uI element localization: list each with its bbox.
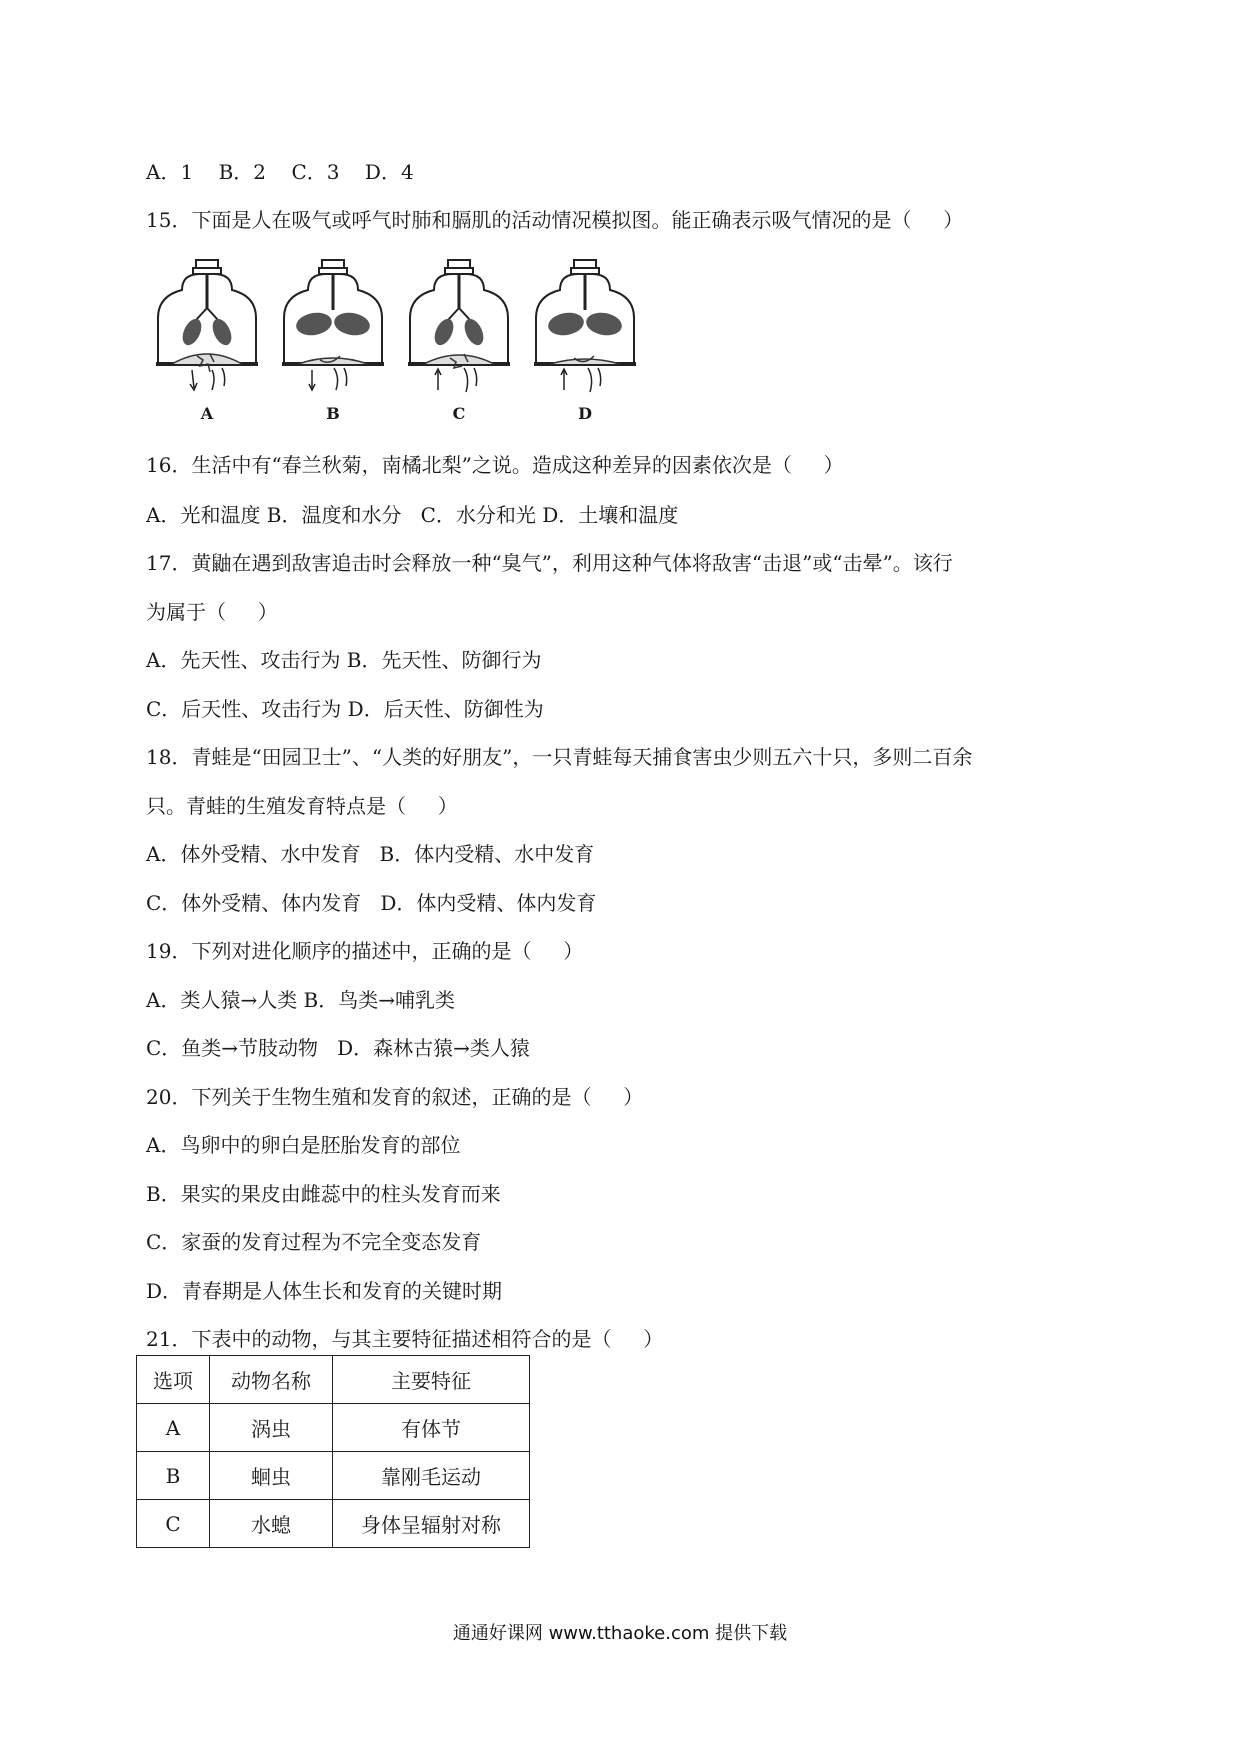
question-20-option-b: B．果实的果皮由雌蕊中的柱头发育而来 xyxy=(146,1182,501,1206)
table-cell: 蛔虫 xyxy=(210,1452,333,1500)
table-cell: 有体节 xyxy=(333,1404,530,1452)
table-row xyxy=(137,1500,530,1548)
question-21-stem: 21．下表中的动物，与其主要特征描述相符合的是（ ） xyxy=(146,1327,664,1351)
table-cell: 靠刚毛运动 xyxy=(333,1452,530,1500)
question-19-stem: 19．下列对进化顺序的描述中，正确的是（ ） xyxy=(146,939,584,963)
lung-diaphragm-figures xyxy=(152,258,672,430)
question-17-stem-line1: 17．黄鼬在遇到敌害追击时会释放一种“臭气”，利用这种气体将敌害“击退”或“击晕”。该行 xyxy=(146,551,953,575)
figure-label: D xyxy=(578,404,592,423)
question-20-stem: 20．下列关于生物生殖和发育的叙述，正确的是（ ） xyxy=(146,1085,644,1109)
bell-jar-model-icon xyxy=(404,258,514,408)
figure-label: A xyxy=(200,404,214,423)
figure-label: B xyxy=(326,404,340,423)
question-17-stem-line2: 为属于（ ） xyxy=(146,600,278,624)
question-20-option-d: D．青春期是人体生长和发育的关键时期 xyxy=(146,1279,503,1303)
table-header: 选项 xyxy=(137,1356,210,1404)
question-18-stem-line1: 18．青蛙是“田园卫士”、“人类的好朋友”，一只青蛙每天捕食害虫少则五六十只，多则二百余 xyxy=(146,745,973,769)
question-17-options-2: C．后天性、攻击行为 D．后天性、防御性为 xyxy=(146,697,544,721)
question-18-options-2: C．体外受精、体内发育 D．体内受精、体内发育 xyxy=(146,891,597,915)
question-17-options-1: A．先天性、攻击行为 B．先天性、防御行为 xyxy=(146,648,542,672)
figure-label: C xyxy=(452,404,466,423)
table-cell: C xyxy=(137,1500,210,1548)
table-cell: 水螅 xyxy=(210,1500,333,1548)
question-20-option-c: C．家蚕的发育过程为不完全变态发育 xyxy=(146,1230,482,1254)
table-cell: B xyxy=(137,1452,210,1500)
question-15-stem: 15．下面是人在吸气或呼气时肺和膈肌的活动情况模拟图。能正确表示吸气情况的是（ ） xyxy=(146,208,964,232)
question-18-stem-line2: 只。青蛙的生殖发育特点是（ ） xyxy=(146,794,458,818)
figure-b xyxy=(278,258,388,430)
question-16-options: A．光和温度 B．温度和水分 C．水分和光 D．土壤和温度 xyxy=(146,503,679,527)
table-cell: A xyxy=(137,1404,210,1452)
question-18-options-1: A．体外受精、水中发育 B．体内受精、水中发育 xyxy=(146,842,595,866)
table-cell: 涡虫 xyxy=(210,1404,333,1452)
figure-c xyxy=(404,258,514,430)
table-cell: 身体呈辐射对称 xyxy=(333,1500,530,1548)
table-header: 动物名称 xyxy=(210,1356,333,1404)
question-19-options-2: C．鱼类→节肢动物 D．森林古猿→类人猿 xyxy=(146,1036,530,1060)
table-header-row xyxy=(137,1356,530,1404)
figure-d xyxy=(530,258,640,430)
bell-jar-model-icon xyxy=(152,258,262,408)
table-row xyxy=(137,1452,530,1500)
animal-feature-table xyxy=(136,1355,530,1548)
bell-jar-model-icon xyxy=(530,258,640,408)
bell-jar-model-icon xyxy=(278,258,388,408)
page-footer: 通通好课网 www.tthaoke.com 提供下载 xyxy=(452,1623,788,1644)
question-14-options: A．1 B．2 C．3 D．4 xyxy=(146,160,414,184)
table-row xyxy=(137,1404,530,1452)
question-19-options-1: A．类人猿→人类 B．鸟类→哺乳类 xyxy=(146,988,456,1012)
figure-a xyxy=(152,258,262,430)
question-20-option-a: A．鸟卵中的卵白是胚胎发育的部位 xyxy=(146,1133,461,1157)
question-16-stem: 16．生活中有“春兰秋菊，南橘北梨”之说。造成这种差异的因素依次是（ ） xyxy=(146,453,844,477)
table-header: 主要特征 xyxy=(333,1356,530,1404)
